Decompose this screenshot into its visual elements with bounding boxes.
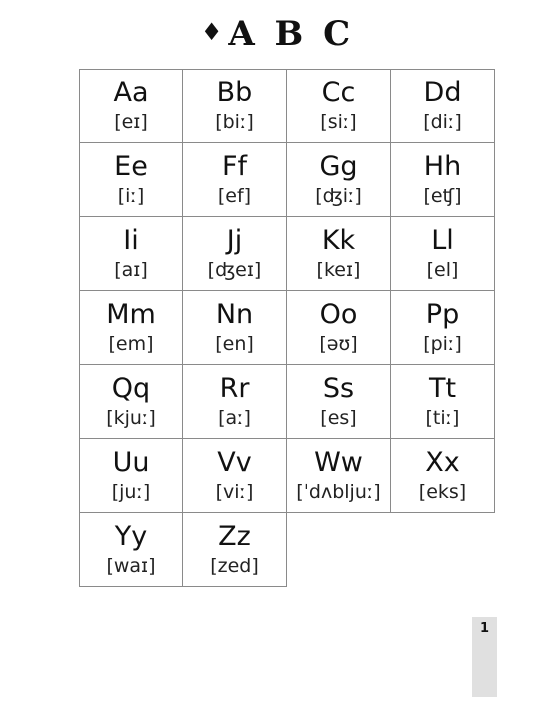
letter-cell: [79, 143, 183, 217]
letter-pair: Bb: [216, 77, 253, 108]
pronunciation: [diː]: [423, 111, 462, 133]
pronunciation: [siː]: [320, 111, 357, 133]
pronunciation: [ʤiː]: [315, 184, 362, 207]
letter-cell: [287, 217, 391, 291]
pronunciation: [keɪ]: [316, 258, 361, 281]
diamond-icon: ♦: [200, 17, 223, 46]
pronunciation: [el]: [426, 258, 459, 281]
letter-pair: Cc: [321, 77, 356, 108]
pronunciation: [piː]: [423, 332, 462, 355]
pronunciation: [em]: [108, 332, 154, 355]
pronunciation: [əʊ]: [319, 332, 358, 355]
pronunciation: [aː]: [218, 406, 251, 429]
letter-cell: [287, 291, 391, 365]
pronunciation: [viː]: [215, 480, 254, 503]
pronunciation: [es]: [320, 406, 357, 429]
letter-pair: Qq: [111, 372, 151, 404]
letter-pair: Nn: [215, 298, 254, 330]
pronunciation: [juː]: [111, 480, 151, 503]
pronunciation: [ˈdʌbljuː]: [296, 480, 381, 503]
letter-cell: [287, 69, 391, 143]
letter-cell: [391, 217, 495, 291]
letter-pair: Vv: [217, 446, 252, 478]
letter-pair: Ff: [221, 150, 248, 182]
letter-pair: Ss: [322, 372, 355, 404]
letter-cell: [79, 513, 183, 587]
letter-cell: [79, 217, 183, 291]
letter-pair: Aa: [113, 77, 149, 108]
letter-pair: Uu: [112, 446, 150, 478]
letter-pair: Hh: [423, 150, 462, 182]
letter-cell: [391, 69, 495, 143]
pronunciation: [tiː]: [425, 406, 460, 429]
pronunciation: [aɪ]: [114, 258, 148, 281]
letter-pair: Mm: [106, 298, 156, 330]
letter-pair: Zz: [218, 520, 251, 552]
letter-pair: Ww: [314, 446, 363, 478]
letter-cell: [391, 143, 495, 217]
pronunciation: [biː]: [215, 111, 254, 133]
letter-cell: [183, 365, 287, 439]
letter-cell: [79, 439, 183, 513]
page-number-tab: [472, 617, 497, 697]
letter-cell: [183, 439, 287, 513]
pronunciation: [waɪ]: [106, 554, 156, 577]
letter-pair: Gg: [319, 150, 358, 182]
letter-pair: Kk: [321, 224, 356, 256]
title-text: A B C: [228, 14, 355, 54]
pronunciation: [kjuː]: [106, 406, 156, 429]
letter-pair: Tt: [428, 372, 457, 404]
letter-cell: [391, 291, 495, 365]
letter-pair: Xx: [425, 446, 460, 478]
pronunciation: [eɪ]: [114, 111, 148, 133]
letter-cell: [183, 69, 287, 143]
letter-cell: [287, 439, 391, 513]
letter-pair: Ll: [431, 224, 454, 256]
pronunciation: [eks]: [418, 480, 467, 503]
letter-cell: [79, 291, 183, 365]
letter-cell: [287, 365, 391, 439]
letter-cell: [287, 143, 391, 217]
letter-cell: [183, 513, 287, 587]
letter-pair: Ii: [123, 224, 139, 256]
pronunciation: [eʧ]: [423, 184, 462, 207]
pronunciation: [en]: [215, 332, 254, 355]
letter-pair: Ee: [114, 150, 148, 182]
letter-cell: [183, 291, 287, 365]
letter-cell: [183, 217, 287, 291]
pronunciation: [ef]: [217, 184, 252, 207]
letter-pair: Jj: [226, 224, 243, 256]
letter-cell: [391, 365, 495, 439]
page-number: 1: [479, 621, 490, 636]
letter-cell: [391, 439, 495, 513]
pronunciation: [iː]: [117, 184, 145, 207]
letter-pair: Rr: [219, 372, 250, 404]
letter-pair: Oo: [319, 298, 358, 330]
letter-pair: Yy: [114, 520, 148, 552]
letter-pair: Dd: [423, 77, 462, 108]
letter-cell: [79, 365, 183, 439]
pronunciation: [ʤeɪ]: [207, 258, 262, 281]
pronunciation: [zed]: [210, 554, 259, 577]
alphabet-grid: [79, 69, 495, 587]
page-title: [0, 14, 555, 54]
letter-pair: Pp: [425, 298, 460, 330]
letter-cell: [79, 69, 183, 143]
letter-cell: [183, 143, 287, 217]
